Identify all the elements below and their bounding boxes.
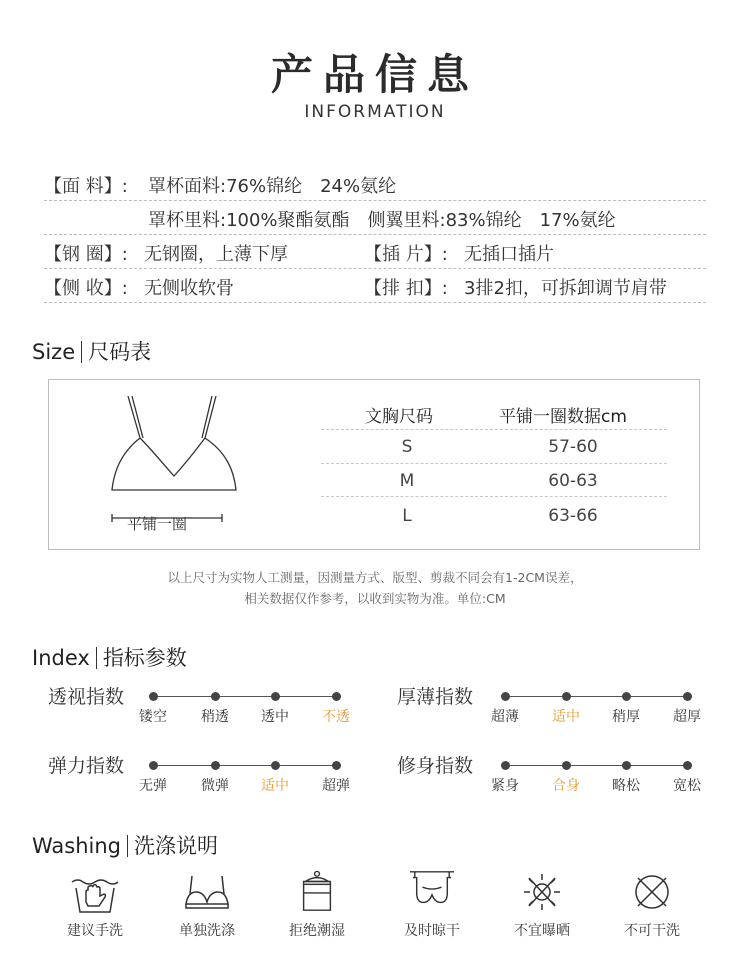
- spec-value-clasp: 3排2扣，可拆卸调节肩带: [464, 278, 667, 299]
- index-option: 稍厚: [612, 709, 640, 725]
- washing-heading: [32, 830, 218, 860]
- washing-heading-cn: 洗涤说明: [134, 834, 219, 858]
- index-option: 略松: [612, 778, 640, 794]
- size-cell: S: [401, 437, 413, 457]
- index-option: 透中: [261, 709, 289, 725]
- wash-label: 不宜曝晒: [514, 923, 570, 939]
- index-option: 微弹: [201, 778, 229, 794]
- index-dot: [622, 761, 631, 770]
- index-option: 超薄: [491, 709, 519, 725]
- spec-row-lining: [44, 200, 706, 235]
- spec-row-wire: [44, 234, 706, 269]
- washing-heading-en: Washing: [32, 834, 122, 858]
- wash-label: 建议手洗: [67, 923, 123, 939]
- page-title: 产品信息: [270, 50, 479, 99]
- measure-cell: 63-66: [548, 506, 598, 526]
- row-divider: [321, 496, 667, 497]
- index-dot: [211, 761, 220, 770]
- index-option: 超厚: [673, 709, 701, 725]
- spec-key-clasp: 【排 扣】:: [364, 278, 448, 299]
- diagram-label: 平铺一圈: [127, 515, 188, 533]
- index-dot: [562, 692, 571, 701]
- index-label: 弹力指数: [48, 755, 125, 777]
- index-option: 无弹: [139, 778, 167, 794]
- no-dry-clean-icon: [627, 870, 677, 914]
- index-option: 超弹: [322, 778, 350, 794]
- spec-value-lining: 罩杯里料:100%聚酯氨酯 侧翼里料:83%锦纶 17%氨纶: [148, 210, 616, 231]
- index-scale-line: [153, 696, 336, 697]
- index-dot: [271, 692, 280, 701]
- index-option-selected: 适中: [261, 778, 289, 794]
- hand-wash-icon: [70, 872, 120, 916]
- heading-divider: [96, 647, 97, 669]
- index-label: 透视指数: [48, 686, 125, 708]
- hanging-dry-icon: [407, 868, 457, 912]
- wash-label: 不可干洗: [624, 923, 680, 939]
- index-dot: [149, 692, 158, 701]
- size-cell: M: [399, 471, 415, 491]
- index-dot: [271, 761, 280, 770]
- spec-value-fabric: 罩杯面料:76%锦纶 24%氨纶: [148, 176, 397, 197]
- index-label: 修身指数: [397, 755, 474, 777]
- index-dot: [211, 692, 220, 701]
- spec-key-fabric: 【面 料】:: [44, 176, 128, 197]
- spec-key-wire: 【钢 圈】:: [44, 244, 128, 265]
- index-option-selected: 合身: [552, 778, 580, 794]
- size-cell: L: [402, 506, 412, 526]
- index-scale-line: [505, 696, 687, 697]
- no-sun-icon: [517, 870, 567, 914]
- spec-value-pad: 无插口插片: [464, 244, 554, 265]
- index-heading-cn: 指标参数: [102, 646, 187, 670]
- spec-row-fabric: [44, 166, 706, 201]
- spec-value-wire: 无钢圈，上薄下厚: [144, 244, 288, 265]
- measure-cell: 60-63: [548, 471, 598, 491]
- index-dot: [332, 761, 341, 770]
- humidity-jar-icon: [292, 870, 342, 914]
- index-dot: [501, 692, 510, 701]
- index-heading-en: Index: [32, 646, 90, 670]
- index-dot: [149, 761, 158, 770]
- index-dot: [562, 761, 571, 770]
- spec-row-side: [44, 268, 706, 303]
- col-header-size: 文胸尺码: [365, 407, 433, 427]
- heading-divider: [81, 341, 82, 363]
- size-note-line1: 以上尺寸为实物人工测量，因测量方式、版型、剪裁不同会有1-2CM误差，: [167, 570, 583, 585]
- index-dot: [501, 761, 510, 770]
- row-divider: [321, 463, 667, 464]
- col-header-measure: 平铺一圈数据cm: [499, 407, 627, 427]
- index-option-selected: 不透: [322, 709, 350, 725]
- heading-divider: [127, 835, 128, 857]
- wash-label: 拒绝潮湿: [289, 923, 345, 939]
- index-dot: [332, 692, 341, 701]
- size-chart-box: [48, 379, 700, 550]
- index-option-selected: 适中: [552, 709, 580, 725]
- index-dot: [622, 692, 631, 701]
- wash-label: 及时晾干: [404, 923, 460, 939]
- index-dot: [683, 692, 692, 701]
- size-heading-en: Size: [32, 340, 76, 364]
- size-heading-cn: 尺码表: [88, 340, 152, 364]
- spec-key-pad: 【插 片】:: [364, 244, 448, 265]
- spec-key-side: 【侧 收】:: [44, 278, 128, 299]
- measure-cell: 57-60: [548, 437, 598, 457]
- index-heading: [32, 642, 187, 672]
- wash-label: 单独洗涤: [179, 923, 235, 939]
- page-subtitle: INFORMATION: [304, 102, 446, 122]
- spec-value-side: 无侧收软骨: [144, 278, 234, 299]
- index-label: 厚薄指数: [397, 686, 474, 708]
- size-note-line2: 相关数据仅作参考，以收到实物为准。单位:CM: [244, 591, 506, 606]
- index-option: 紧身: [491, 778, 519, 794]
- index-option: 宽松: [673, 778, 701, 794]
- row-divider: [321, 429, 667, 430]
- size-heading: [32, 336, 151, 366]
- index-option: 稍透: [201, 709, 229, 725]
- bra-icon: [182, 872, 232, 916]
- index-scale-line: [505, 765, 687, 766]
- index-dot: [683, 761, 692, 770]
- index-option: 镂空: [139, 709, 167, 725]
- index-scale-line: [153, 765, 336, 766]
